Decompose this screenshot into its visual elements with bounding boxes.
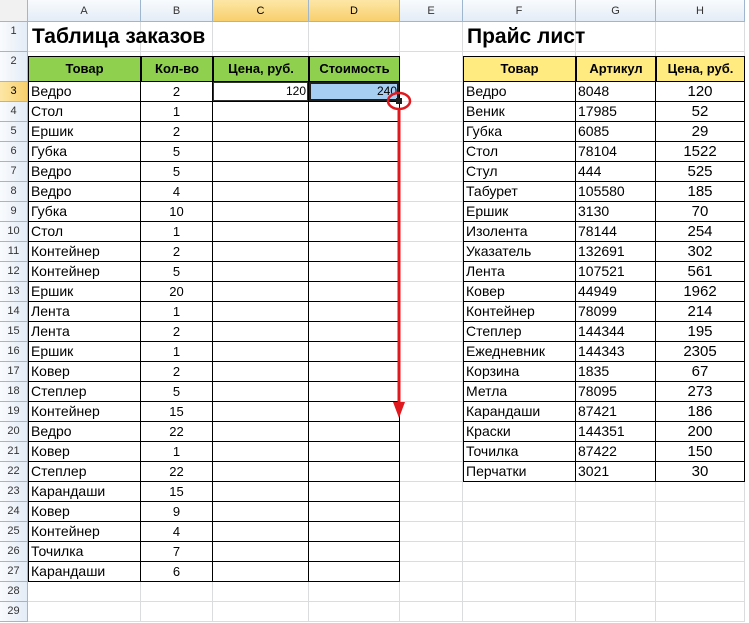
orders-qty-cell[interactable]: 4 <box>141 522 213 542</box>
price-item-cell[interactable]: Ведро <box>463 82 576 102</box>
orders-header-3[interactable]: Цена, руб. <box>213 56 309 82</box>
row-header-22[interactable]: 22 <box>0 462 28 482</box>
orders-total-cell[interactable] <box>309 302 400 322</box>
orders-item-cell[interactable]: Ершик <box>28 122 141 142</box>
price-sku-cell[interactable]: 144343 <box>576 342 656 362</box>
price-item-cell[interactable]: Указатель <box>463 242 576 262</box>
cell[interactable] <box>400 282 463 302</box>
price-value-cell[interactable]: 120 <box>656 82 745 102</box>
row-header-5[interactable]: 5 <box>0 122 28 142</box>
orders-qty-cell[interactable]: 2 <box>141 322 213 342</box>
price-item-cell[interactable]: Изолента <box>463 222 576 242</box>
cell[interactable] <box>28 602 141 622</box>
cell[interactable] <box>400 362 463 382</box>
cell[interactable] <box>576 482 656 502</box>
price-value-cell[interactable]: 67 <box>656 362 745 382</box>
price-item-cell[interactable]: Корзина <box>463 362 576 382</box>
price-sku-cell[interactable]: 3021 <box>576 462 656 482</box>
orders-total-cell[interactable] <box>309 362 400 382</box>
price-sku-cell[interactable]: 3130 <box>576 202 656 222</box>
price-item-cell[interactable]: Степлер <box>463 322 576 342</box>
cell[interactable] <box>463 522 576 542</box>
orders-qty-cell[interactable]: 2 <box>141 242 213 262</box>
cell[interactable] <box>576 562 656 582</box>
cell[interactable] <box>400 402 463 422</box>
cell[interactable] <box>309 582 400 602</box>
price-item-cell[interactable]: Стул <box>463 162 576 182</box>
row-header-28[interactable]: 28 <box>0 582 28 602</box>
price-sku-cell[interactable]: 78099 <box>576 302 656 322</box>
price-value-cell[interactable]: 1522 <box>656 142 745 162</box>
price-sku-cell[interactable]: 78104 <box>576 142 656 162</box>
price-sku-cell[interactable]: 132691 <box>576 242 656 262</box>
cell[interactable] <box>463 582 576 602</box>
orders-total-cell[interactable] <box>309 402 400 422</box>
orders-header-1[interactable]: Товар <box>28 56 141 82</box>
price-value-cell[interactable]: 150 <box>656 442 745 462</box>
orders-price-cell[interactable] <box>213 462 309 482</box>
row-header-29[interactable]: 29 <box>0 602 28 622</box>
row-header-6[interactable]: 6 <box>0 142 28 162</box>
price-item-cell[interactable]: Перчатки <box>463 462 576 482</box>
orders-total-cell[interactable] <box>309 482 400 502</box>
orders-item-cell[interactable]: Контейнер <box>28 402 141 422</box>
price-sku-cell[interactable]: 107521 <box>576 262 656 282</box>
price-item-cell[interactable]: Губка <box>463 122 576 142</box>
cell[interactable] <box>400 482 463 502</box>
row-header-19[interactable]: 19 <box>0 402 28 422</box>
orders-item-cell[interactable]: Контейнер <box>28 522 141 542</box>
cell[interactable] <box>400 162 463 182</box>
cell[interactable] <box>400 182 463 202</box>
row-header-18[interactable]: 18 <box>0 382 28 402</box>
cell[interactable] <box>309 602 400 622</box>
price-sku-cell[interactable]: 78095 <box>576 382 656 402</box>
cell[interactable] <box>400 222 463 242</box>
row-header-13[interactable]: 13 <box>0 282 28 302</box>
orders-item-cell[interactable]: Точилка <box>28 542 141 562</box>
cell[interactable] <box>400 142 463 162</box>
row-header-7[interactable]: 7 <box>0 162 28 182</box>
orders-price-cell[interactable] <box>213 262 309 282</box>
price-value-cell[interactable]: 561 <box>656 262 745 282</box>
cell[interactable] <box>576 502 656 522</box>
cell[interactable] <box>656 22 745 52</box>
price-sku-cell[interactable]: 44949 <box>576 282 656 302</box>
cell[interactable] <box>400 202 463 222</box>
price-value-cell[interactable]: 186 <box>656 402 745 422</box>
orders-item-cell[interactable]: Степлер <box>28 382 141 402</box>
row-header-9[interactable]: 9 <box>0 202 28 222</box>
orders-total-cell[interactable] <box>309 122 400 142</box>
orders-price-cell[interactable] <box>213 502 309 522</box>
column-header-d[interactable]: D <box>309 0 400 22</box>
orders-price-cell[interactable] <box>213 482 309 502</box>
price-item-cell[interactable]: Веник <box>463 102 576 122</box>
cell[interactable] <box>213 582 309 602</box>
row-header-26[interactable]: 26 <box>0 542 28 562</box>
orders-price-cell[interactable] <box>213 522 309 542</box>
orders-qty-cell[interactable]: 15 <box>141 402 213 422</box>
row-header-15[interactable]: 15 <box>0 322 28 342</box>
price-value-cell[interactable]: 29 <box>656 122 745 142</box>
orders-item-cell[interactable]: Карандаши <box>28 482 141 502</box>
price-sku-cell[interactable]: 1835 <box>576 362 656 382</box>
cell[interactable] <box>213 602 309 622</box>
price-sku-cell[interactable]: 6085 <box>576 122 656 142</box>
orders-total-cell[interactable] <box>309 282 400 302</box>
orders-price-cell[interactable] <box>213 402 309 422</box>
orders-item-cell[interactable]: Губка <box>28 142 141 162</box>
cell[interactable] <box>400 82 463 102</box>
row-header-20[interactable]: 20 <box>0 422 28 442</box>
cell[interactable] <box>400 342 463 362</box>
orders-qty-cell[interactable]: 5 <box>141 162 213 182</box>
orders-item-cell[interactable]: Ведро <box>28 82 141 102</box>
orders-item-cell[interactable]: Ведро <box>28 182 141 202</box>
orders-item-cell[interactable]: Лента <box>28 302 141 322</box>
orders-price-cell[interactable] <box>213 102 309 122</box>
cell[interactable] <box>656 562 745 582</box>
orders-qty-cell[interactable]: 5 <box>141 262 213 282</box>
price-item-cell[interactable]: Метла <box>463 382 576 402</box>
orders-total-cell[interactable] <box>309 142 400 162</box>
row-header-24[interactable]: 24 <box>0 502 28 522</box>
orders-price-cell[interactable] <box>213 382 309 402</box>
cell[interactable] <box>400 322 463 342</box>
cell[interactable] <box>576 602 656 622</box>
orders-price-cell[interactable] <box>213 362 309 382</box>
orders-total-cell[interactable] <box>309 502 400 522</box>
orders-item-cell[interactable]: Ведро <box>28 162 141 182</box>
price-item-cell[interactable]: Табурет <box>463 182 576 202</box>
price-sku-cell[interactable]: 105580 <box>576 182 656 202</box>
price-sku-cell[interactable]: 17985 <box>576 102 656 122</box>
row-header-27[interactable]: 27 <box>0 562 28 582</box>
orders-item-cell[interactable]: Ведро <box>28 422 141 442</box>
orders-price-cell[interactable] <box>213 342 309 362</box>
orders-total-cell[interactable] <box>309 322 400 342</box>
cell[interactable] <box>400 102 463 122</box>
price-value-cell[interactable]: 302 <box>656 242 745 262</box>
orders-qty-cell[interactable]: 1 <box>141 342 213 362</box>
cell[interactable] <box>400 302 463 322</box>
row-header-1[interactable]: 1 <box>0 22 28 52</box>
orders-item-cell[interactable]: Губка <box>28 202 141 222</box>
orders-qty-cell[interactable]: 7 <box>141 542 213 562</box>
price-item-cell[interactable]: Краски <box>463 422 576 442</box>
orders-item-cell[interactable]: Ковер <box>28 362 141 382</box>
price-item-cell[interactable]: Ежедневник <box>463 342 576 362</box>
price-value-cell[interactable]: 273 <box>656 382 745 402</box>
orders-header-2[interactable]: Кол-во <box>141 56 213 82</box>
orders-total-cell[interactable] <box>309 262 400 282</box>
column-header-g[interactable]: G <box>576 0 656 22</box>
column-header-a[interactable]: A <box>28 0 141 22</box>
cell[interactable] <box>400 562 463 582</box>
orders-item-cell[interactable]: Ковер <box>28 442 141 462</box>
price-sku-cell[interactable]: 144351 <box>576 422 656 442</box>
orders-item-cell[interactable]: Степлер <box>28 462 141 482</box>
cell[interactable] <box>656 602 745 622</box>
price-item-cell[interactable]: Карандаши <box>463 402 576 422</box>
orders-price-cell[interactable] <box>213 282 309 302</box>
cell[interactable] <box>463 482 576 502</box>
cell[interactable] <box>576 542 656 562</box>
orders-price-cell[interactable] <box>213 122 309 142</box>
cell[interactable] <box>28 582 141 602</box>
active-cell-d3[interactable]: 240 <box>309 82 400 102</box>
cell[interactable] <box>400 522 463 542</box>
orders-qty-cell[interactable]: 15 <box>141 482 213 502</box>
column-header-h[interactable]: H <box>656 0 745 22</box>
price-item-cell[interactable]: Точилка <box>463 442 576 462</box>
orders-header-4[interactable]: Стоимость <box>309 56 400 82</box>
orders-total-cell[interactable] <box>309 202 400 222</box>
orders-total-cell[interactable] <box>309 242 400 262</box>
price-sku-cell[interactable]: 87422 <box>576 442 656 462</box>
cell[interactable] <box>576 522 656 542</box>
row-header-11[interactable]: 11 <box>0 242 28 262</box>
orders-price-cell[interactable] <box>213 242 309 262</box>
orders-total-cell[interactable] <box>309 182 400 202</box>
price-value-cell[interactable]: 254 <box>656 222 745 242</box>
column-header-e[interactable]: E <box>400 0 463 22</box>
price-value-cell[interactable]: 525 <box>656 162 745 182</box>
row-header-14[interactable]: 14 <box>0 302 28 322</box>
cell[interactable] <box>309 22 400 52</box>
orders-total-cell[interactable] <box>309 382 400 402</box>
orders-qty-cell[interactable]: 1 <box>141 102 213 122</box>
orders-price-cell[interactable] <box>213 222 309 242</box>
orders-qty-cell[interactable]: 22 <box>141 422 213 442</box>
orders-qty-cell[interactable]: 10 <box>141 202 213 222</box>
cell[interactable] <box>576 582 656 602</box>
orders-qty-cell[interactable]: 1 <box>141 222 213 242</box>
price-sku-cell[interactable]: 87421 <box>576 402 656 422</box>
cell[interactable] <box>400 242 463 262</box>
orders-item-cell[interactable]: Стол <box>28 102 141 122</box>
orders-total-cell[interactable] <box>309 422 400 442</box>
orders-item-cell[interactable]: Карандаши <box>28 562 141 582</box>
cell[interactable] <box>463 542 576 562</box>
column-header-f[interactable]: F <box>463 0 576 22</box>
orders-qty-cell[interactable]: 5 <box>141 142 213 162</box>
orders-price-cell[interactable] <box>213 142 309 162</box>
price-value-cell[interactable]: 195 <box>656 322 745 342</box>
orders-qty-cell[interactable]: 1 <box>141 302 213 322</box>
orders-item-cell[interactable]: Ковер <box>28 502 141 522</box>
price-value-cell[interactable]: 185 <box>656 182 745 202</box>
orders-qty-cell[interactable]: 22 <box>141 462 213 482</box>
cell[interactable] <box>400 502 463 522</box>
price-value-cell[interactable]: 70 <box>656 202 745 222</box>
cell[interactable] <box>400 122 463 142</box>
row-header-3[interactable]: 3 <box>0 82 28 102</box>
cell[interactable] <box>463 602 576 622</box>
orders-qty-cell[interactable]: 2 <box>141 122 213 142</box>
orders-item-cell[interactable]: Лента <box>28 322 141 342</box>
cell[interactable] <box>400 542 463 562</box>
price-item-cell[interactable]: Контейнер <box>463 302 576 322</box>
orders-item-cell[interactable]: Стол <box>28 222 141 242</box>
orders-title: Таблица заказов <box>32 25 206 48</box>
orders-total-cell[interactable] <box>309 342 400 362</box>
orders-total-cell[interactable] <box>309 442 400 462</box>
cell[interactable] <box>463 562 576 582</box>
orders-price-cell[interactable]: 120 <box>213 82 309 102</box>
orders-item-cell[interactable]: Контейнер <box>28 242 141 262</box>
cell[interactable] <box>400 442 463 462</box>
price-header-2[interactable]: Артикул <box>576 56 656 82</box>
cell[interactable] <box>656 502 745 522</box>
cell[interactable] <box>400 582 463 602</box>
price-item-cell[interactable]: Ковер <box>463 282 576 302</box>
cell[interactable] <box>656 542 745 562</box>
column-header-b[interactable]: B <box>141 0 213 22</box>
cell[interactable] <box>400 52 463 82</box>
orders-price-cell[interactable] <box>213 202 309 222</box>
orders-item-cell[interactable]: Ершик <box>28 342 141 362</box>
price-value-cell[interactable]: 30 <box>656 462 745 482</box>
orders-total-cell[interactable] <box>309 102 400 122</box>
orders-price-cell[interactable] <box>213 542 309 562</box>
orders-item-cell[interactable]: Ершик <box>28 282 141 302</box>
orders-price-cell[interactable] <box>213 442 309 462</box>
cell[interactable] <box>463 502 576 522</box>
orders-total-cell[interactable] <box>309 222 400 242</box>
price-sku-cell[interactable]: 8048 <box>576 82 656 102</box>
price-sku-cell[interactable]: 78144 <box>576 222 656 242</box>
cell[interactable] <box>400 382 463 402</box>
orders-price-cell[interactable] <box>213 302 309 322</box>
cell[interactable] <box>400 602 463 622</box>
orders-qty-cell[interactable]: 2 <box>141 362 213 382</box>
row-header-10[interactable]: 10 <box>0 222 28 242</box>
cell[interactable] <box>656 582 745 602</box>
orders-price-cell[interactable] <box>213 182 309 202</box>
row-header-17[interactable]: 17 <box>0 362 28 382</box>
cell[interactable] <box>400 262 463 282</box>
orders-total-cell[interactable] <box>309 542 400 562</box>
row-header-4[interactable]: 4 <box>0 102 28 122</box>
orders-qty-cell[interactable]: 5 <box>141 382 213 402</box>
orders-total-cell[interactable] <box>309 462 400 482</box>
row-header-16[interactable]: 16 <box>0 342 28 362</box>
cell[interactable] <box>141 582 213 602</box>
row-header-21[interactable]: 21 <box>0 442 28 462</box>
orders-qty-cell[interactable]: 2 <box>141 82 213 102</box>
cell[interactable] <box>656 522 745 542</box>
cell[interactable] <box>656 482 745 502</box>
orders-total-cell[interactable] <box>309 162 400 182</box>
price-header-1[interactable]: Товар <box>463 56 576 82</box>
row-header-25[interactable]: 25 <box>0 522 28 542</box>
orders-qty-cell[interactable]: 4 <box>141 182 213 202</box>
orders-qty-cell[interactable]: 6 <box>141 562 213 582</box>
cell[interactable] <box>400 22 463 52</box>
orders-total-cell[interactable] <box>309 522 400 542</box>
column-header-c[interactable]: C <box>213 0 309 22</box>
price-value-cell[interactable]: 52 <box>656 102 745 122</box>
row-header-2[interactable]: 2 <box>0 52 28 82</box>
cell[interactable] <box>400 422 463 442</box>
orders-qty-cell[interactable]: 20 <box>141 282 213 302</box>
select-all-corner[interactable] <box>0 0 28 22</box>
price-header-3[interactable]: Цена, руб. <box>656 56 745 82</box>
price-sku-cell[interactable]: 444 <box>576 162 656 182</box>
orders-item-cell[interactable]: Контейнер <box>28 262 141 282</box>
price-value-cell[interactable]: 1962 <box>656 282 745 302</box>
price-item-cell[interactable]: Стол <box>463 142 576 162</box>
orders-total-cell[interactable] <box>309 562 400 582</box>
price-value-cell[interactable]: 2305 <box>656 342 745 362</box>
cell[interactable] <box>400 462 463 482</box>
price-item-cell[interactable]: Лента <box>463 262 576 282</box>
row-header-8[interactable]: 8 <box>0 182 28 202</box>
orders-qty-cell[interactable]: 9 <box>141 502 213 522</box>
price-value-cell[interactable]: 214 <box>656 302 745 322</box>
orders-price-cell[interactable] <box>213 322 309 342</box>
row-header-12[interactable]: 12 <box>0 262 28 282</box>
price-list-title: Прайс лист <box>467 25 586 48</box>
row-header-23[interactable]: 23 <box>0 482 28 502</box>
orders-qty-cell[interactable]: 1 <box>141 442 213 462</box>
orders-price-cell[interactable] <box>213 162 309 182</box>
price-item-cell[interactable]: Ершик <box>463 202 576 222</box>
orders-price-cell[interactable] <box>213 422 309 442</box>
cell[interactable] <box>141 602 213 622</box>
orders-price-cell[interactable] <box>213 562 309 582</box>
price-value-cell[interactable]: 200 <box>656 422 745 442</box>
price-sku-cell[interactable]: 144344 <box>576 322 656 342</box>
